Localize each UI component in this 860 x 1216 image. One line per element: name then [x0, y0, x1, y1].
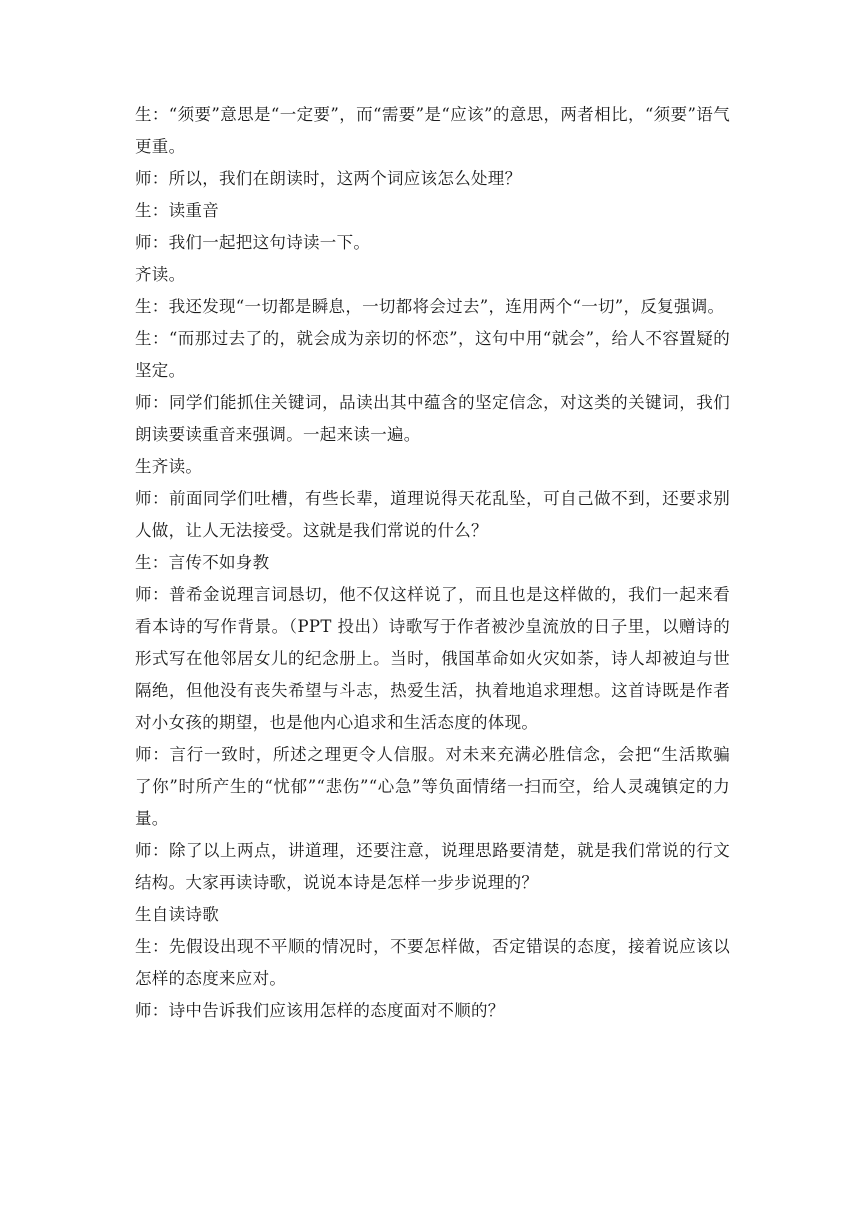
paragraph: 师：我们一起把这句诗读一下。: [135, 233, 371, 252]
paragraph: 生：先假设出现不平顺的情况时，不要怎样做，否定错误的态度，接着说应该以怎样的态度来应对。: [135, 937, 730, 988]
paragraph: 生：言传不如身教: [135, 553, 270, 572]
paragraph: 师：前面同学们吐槽，有些长辈，道理说得天花乱坠，可自己做不到，还要求别人做，让人无法接受。这就是我们常说的什么？: [135, 489, 730, 540]
paragraph: 师：除了以上两点，讲道理，还要注意，说理思路要清楚，就是我们常说的行文结构。大家再读诗歌，说说本诗是怎样一步步说理的？: [135, 841, 730, 892]
document-body: [135, 99, 730, 1027]
paragraph: 生：读重音: [135, 201, 219, 220]
paragraph: 生：我还发现“一切都是瞬息，一切都将会过去”，连用两个“一切”，反复强调。: [135, 297, 725, 316]
paragraph: 师：所以，我们在朗读时，这两个词应该怎么处理？: [135, 169, 522, 188]
paragraph: 齐读。: [135, 265, 186, 284]
paragraph: 生自读诗歌: [135, 905, 219, 924]
paragraph: 师：诗中告诉我们应该用怎样的态度面对不顺的？: [135, 1001, 505, 1020]
paragraph: 生：“须要”意思是“一定要”，而“需要”是“应该”的意思，两者相比，“须要”语气更重。: [135, 105, 730, 156]
paragraph: 师：普希金说理言词恳切，他不仅这样说了，而且也是这样做的，我们一起来看看本诗的写作背景。（PPT 投出）诗歌写于作者被沙皇流放的日子里，以赠诗的形式写在他邻居女儿的纪念册上。当时，俄国革命如火灾如荼，诗人却被迫与世隔绝，但他没有丧失希望与斗志，热爱生活，执着地追求理想。这首诗既是作者对小女孩的期望，也是他内心追求和生活态度的体现。: [135, 585, 730, 732]
paragraph: 生：“而那过去了的，就会成为亲切的怀恋”，这句中用“就会”，给人不容置疑的坚定。: [135, 329, 730, 380]
paragraph: 师：言行一致时，所述之理更令人信服。对未来充满必胜信念，会把“生活欺骗了你”时所产生的“忧郁”“悲伤”“心急”等负面情绪一扫而空，给人灵魂镇定的力量。: [135, 745, 730, 828]
paragraph: 生齐读。: [135, 457, 203, 476]
paragraph: 师：同学们能抓住关键词，品读出其中蕴含的坚定信念，对这类的关键词，我们朗读要读重音来强调。一起来读一遍。: [135, 393, 730, 444]
